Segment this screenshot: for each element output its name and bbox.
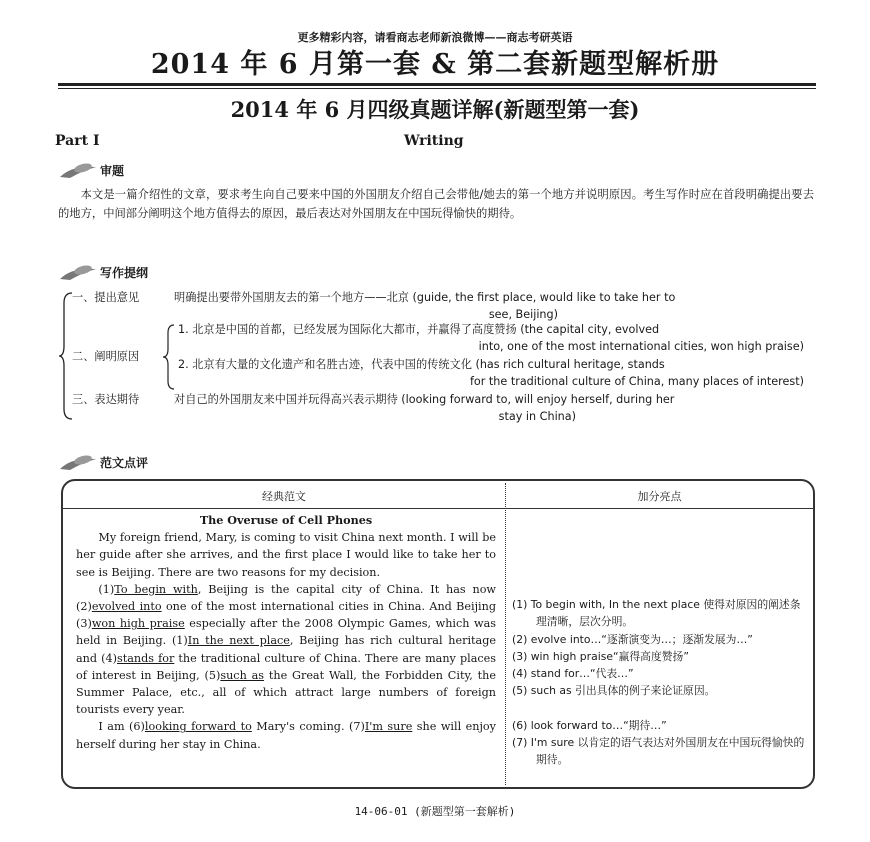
title-rule-thin <box>58 88 816 89</box>
essay-paragraph-2: (1)To begin with, Beijing is the capital city of China. It has now (2)evolved into one of the most international cities in China. And Beijing (3)won high praise especially after the 2008 Olympic Games, which was held in Beijing. (1)In the next place, Beijing has rich cultural heritage and (4)stands for the traditional culture of China. There are many places of interest in Beijing, (5)such as the Great Wall, the Forbidden City, the Summer Palace, etc., all of which attract large numbers of foreign tourists every year. <box>76 582 497 717</box>
note-3: (3) win high praise“赢得高度赞扬” <box>512 649 689 663</box>
part-name: Writing <box>404 133 464 149</box>
column-divider <box>505 483 506 785</box>
sub-title: 2014 年 6 月四级真题详解(新题型第一套) <box>230 97 640 122</box>
outline-item2-head: 二、阐明原因 <box>72 350 140 363</box>
outline-item3-head: 三、表达期待 <box>72 393 140 406</box>
essay-paragraph-3: I am (6)looking forward to Mary's coming. (7)I'm sure she will enjoy herself during her stay in China. <box>76 720 496 751</box>
essay-paragraph-1: My foreign friend, Mary, is coming to visit China next month. I will be her guide after she arrives, and the first place I would like to take her to see is Beijing. There are two reasons for my decision. <box>76 531 496 579</box>
section-outline-header <box>58 262 148 282</box>
page-footer: 14-06-01 (新题型第一套解析) <box>354 805 516 818</box>
table-header-rule <box>63 508 813 509</box>
top-notice: 更多精彩内容，请看商志老师新浪微博——商志考研英语 <box>297 31 573 44</box>
col-header-essay: 经典范文 <box>262 490 306 503</box>
outline-item1-line2: see, Beijing) <box>488 308 558 321</box>
outline-item2b-line1: 2. 北京有大量的文化遗产和名胜古迹，代表中国的传统文化 (has rich cultural heritage, stands <box>178 358 665 371</box>
review-paragraph: 本文是一篇介绍性的文章，要求考生向自己要来中国的外国朋友介绍自己会带他/她去的第一个地方并说明原因。考生写作时应在首段明确提出要去的地方，中间部分阐明这个地方值得去的原因，最后表达对外国朋友在中国玩得愉快的期待。 <box>58 188 814 220</box>
note-7: (7) I'm sure 以肯定的语气表达对外国朋友在中国玩得愉快的期待。 <box>512 736 805 767</box>
outline-item3-line2: stay in China) <box>498 410 576 423</box>
section-model-header <box>58 452 148 472</box>
note-4: (4) stand for…“代表…” <box>512 667 634 681</box>
col-header-highlights: 加分亮点 <box>637 490 682 503</box>
note-6: (6) look forward to…“期待…” <box>512 718 667 732</box>
outline-item2a-line2: into, one of the most international cities, won high praise) <box>478 340 804 353</box>
essay-title: The Overuse of Cell Phones <box>199 513 373 527</box>
note-5: (5) such as 引出具体的例子来论证原因。 <box>512 684 716 698</box>
outline-item1-head: 一、提出意见 <box>72 291 140 304</box>
outline-item2a-line1: 1. 北京是中国的首都，已经发展为国际化大都市，并赢得了高度赞扬 (the capital city, evolved <box>178 323 660 336</box>
section-model-label: 范文点评 <box>100 455 149 470</box>
title-rule-thick <box>58 83 816 86</box>
section-review-header <box>58 160 124 180</box>
reasons-brace <box>162 323 176 391</box>
section-outline-label: 写作提纲 <box>100 265 149 280</box>
outline-item2b-line2: for the traditional culture of China, many places of interest) <box>469 375 804 388</box>
model-essay <box>76 512 496 753</box>
leaf-icon <box>58 453 98 471</box>
note-2: (2) evolve into…“逐渐演变为…；逐渐发展为…” <box>512 632 753 646</box>
outline-item3-line1: 对自己的外国朋友来中国并玩得高兴表示期待 (looking forward to, will enjoy herself, during her <box>174 393 675 406</box>
main-title: 2014 年 6 月第一套 & 第二套新题型解析册 <box>150 49 720 80</box>
leaf-icon <box>58 161 98 179</box>
part-label: Part Ⅰ <box>55 133 100 149</box>
note-1: (1) To begin with, In the next place 使得对原因的阐述条理清晰，层次分明。 <box>512 598 801 629</box>
highlight-notes <box>512 596 808 769</box>
section-review-label: 审题 <box>100 163 125 178</box>
outline-item1-line1: 明确提出要带外国朋友去的第一个地方——北京 (guide, the first place, would like to take her to <box>174 291 676 304</box>
leaf-icon <box>58 263 98 281</box>
